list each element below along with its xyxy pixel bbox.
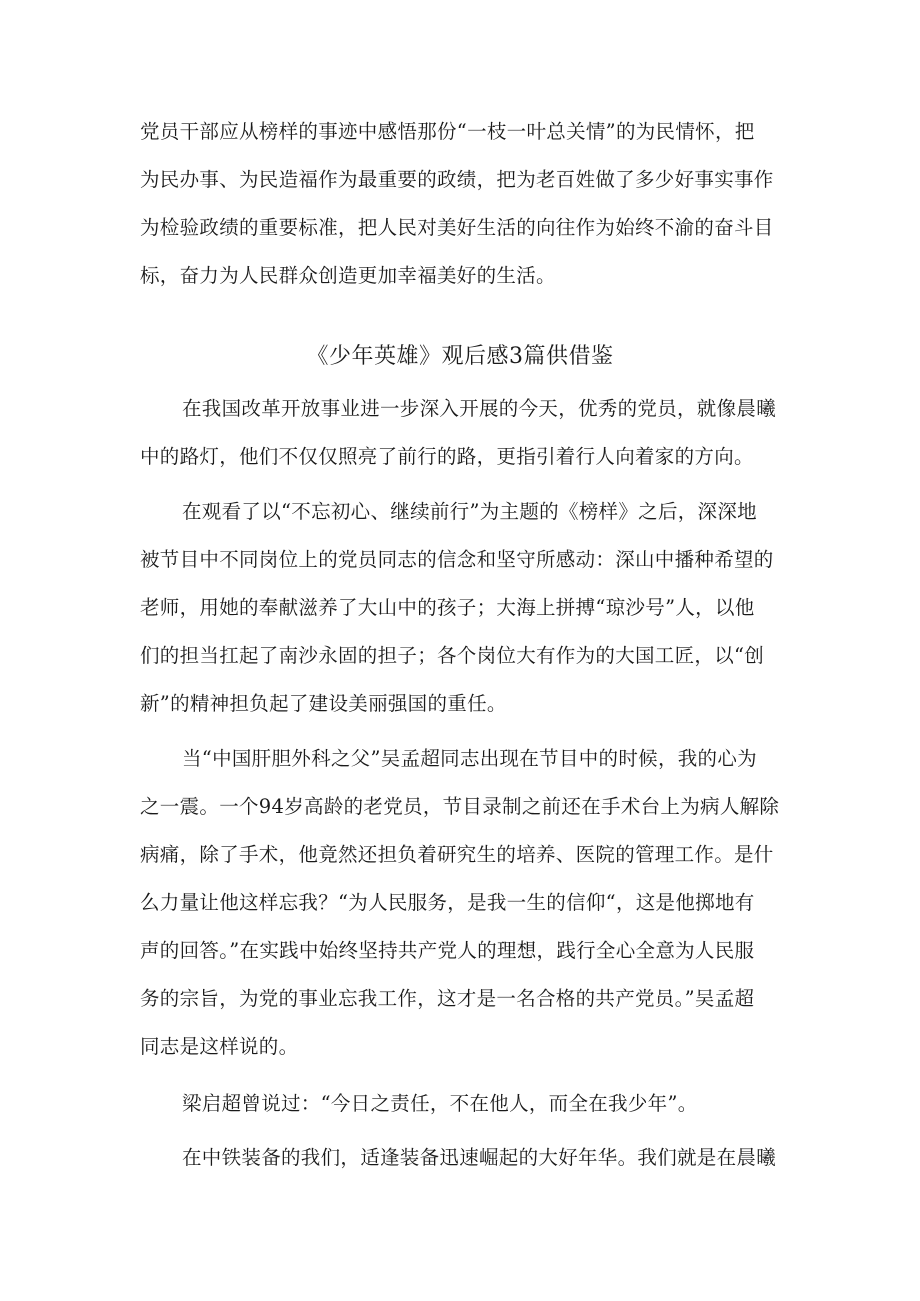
paragraph-line: 病痛，除了手术，他竟然还担负着研究生的培养、医院的管理工作。是什 xyxy=(140,843,774,866)
paragraph-line: 标，奋力为人民群众创造更加幸福美好的生活。 xyxy=(140,264,556,287)
paragraph-line: 之一震。一个94岁高龄的老党员，节目录制之前还在手术台上为病人解除 xyxy=(140,795,780,818)
paragraph-line: 党员干部应从榜样的事迹中感悟那份“一枝一叶总关情”的为民情怀，把 xyxy=(140,120,755,143)
paragraph-line: 们的担当扛起了南沙永固的担子；各个岗位大有作为的大国工匠，以“创 xyxy=(140,644,765,667)
paragraph-line: 中的路灯，他们不仅仅照亮了前行的路，更指引着行人向着家的方向。 xyxy=(140,445,754,468)
paragraph-line: 声的回答。”在实践中始终坚持共产党人的理想，践行全心全意为人民服 xyxy=(140,939,755,962)
paragraph-line: 新”的精神担负起了建设美丽强国的重任。 xyxy=(140,692,507,715)
paragraph-line: 老师，用她的奉献滋养了大山中的孩子；大海上拼搏“琼沙号”人，以他 xyxy=(140,596,755,619)
document-title: 《少年英雄》观后感3篇供借鉴 xyxy=(306,344,614,369)
paragraph-line: 当“中国肝胆外科之父”吴孟超同志出现在节目中的时候，我的心为 xyxy=(182,747,757,770)
paragraph-line: 同志是这样说的。 xyxy=(140,1035,299,1058)
paragraph-line: 在我国改革开放事业进一步深入开展的今天，优秀的党员，就像晨曦 xyxy=(182,397,777,420)
paragraph-line: 在观看了以“不忘初心、继续前行”为主题的《榜样》之后，深深地 xyxy=(182,500,757,523)
paragraph-line: 务的宗旨，为党的事业忘我工作，这才是一名合格的共产党员。”吴孟超 xyxy=(140,987,755,1010)
paragraph-line: 为民办事、为民造福作为最重要的政绩，把为老百姓做了多少好事实事作 xyxy=(140,168,774,191)
paragraph-line: 么力量让他这样忘我？“为人民服务，是我一生的信仰“，这是他掷地有 xyxy=(140,891,755,914)
paragraph-line: 为检验政绩的重要标准，把人民对美好生活的向往作为始终不渝的奋斗目 xyxy=(140,216,774,239)
paragraph-line: 梁启超曾说过：“今日之责任，不在他人，而全在我少年”。 xyxy=(182,1092,698,1115)
paragraph-line: 在中铁装备的我们，适逢装备迅速崛起的大好年华。我们就是在晨曦 xyxy=(182,1146,777,1169)
paragraph-line: 被节目中不同岗位上的党员同志的信念和坚守所感动：深山中播种希望的 xyxy=(140,548,774,571)
